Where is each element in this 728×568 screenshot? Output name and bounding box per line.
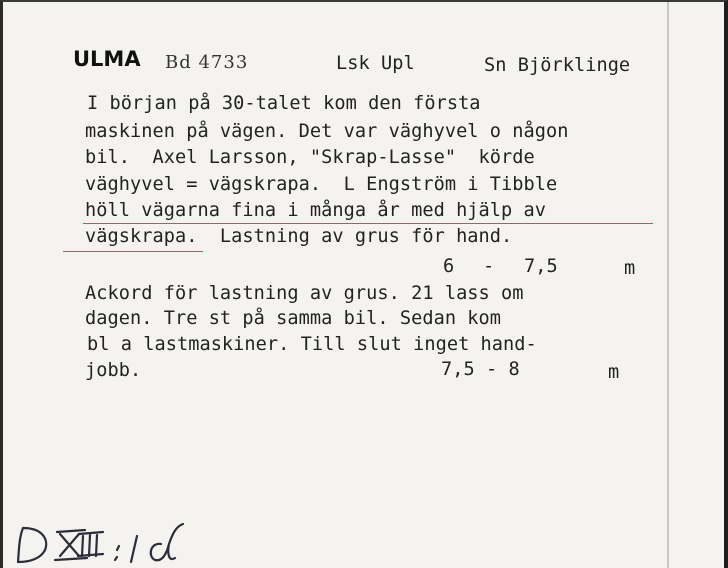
wage-dash: - (483, 256, 495, 277)
text-line: maskinen på vägen. Det var väghyvel o någon (85, 121, 569, 142)
card-parish: Sn Björklinge (484, 55, 631, 76)
wage-to: 7,5 (524, 256, 558, 277)
red-underline (83, 223, 653, 224)
card-parish-short: Lsk Upl (336, 53, 415, 74)
card-edge-mark (667, 2, 669, 568)
red-underline-short (63, 251, 203, 252)
text-line: väghyvel = vägskrapa. L Engström i Tibble (85, 174, 558, 195)
text-line: bl a lastmaskiner. Till slut inget hand- (87, 334, 537, 355)
card-code: ULMA (73, 47, 141, 71)
text-line: bil. Axel Larsson, "Skrap-Lasse" körde (85, 147, 535, 168)
wage-unit: m (608, 362, 620, 383)
card-number: Bd 4733 (165, 52, 249, 73)
wage-range: 7,5 - 8 (441, 359, 520, 380)
handwritten-signum (13, 522, 213, 566)
text-line: jobb. (85, 360, 142, 381)
text-line: höll vägarna fina i många år med hjälp av (85, 200, 547, 221)
text-line: I början på 30-talet kom den första (87, 93, 481, 114)
text-line: dagen. Tre st på samma bil. Sedan kom (85, 308, 502, 329)
wage-unit: m (624, 258, 636, 279)
text-line: vägskrapa. Lastning av grus för hand. (85, 226, 513, 247)
text-line: Ackord för lastning av grus. 21 lass om (85, 283, 524, 304)
wage-from: 6 (443, 256, 455, 277)
